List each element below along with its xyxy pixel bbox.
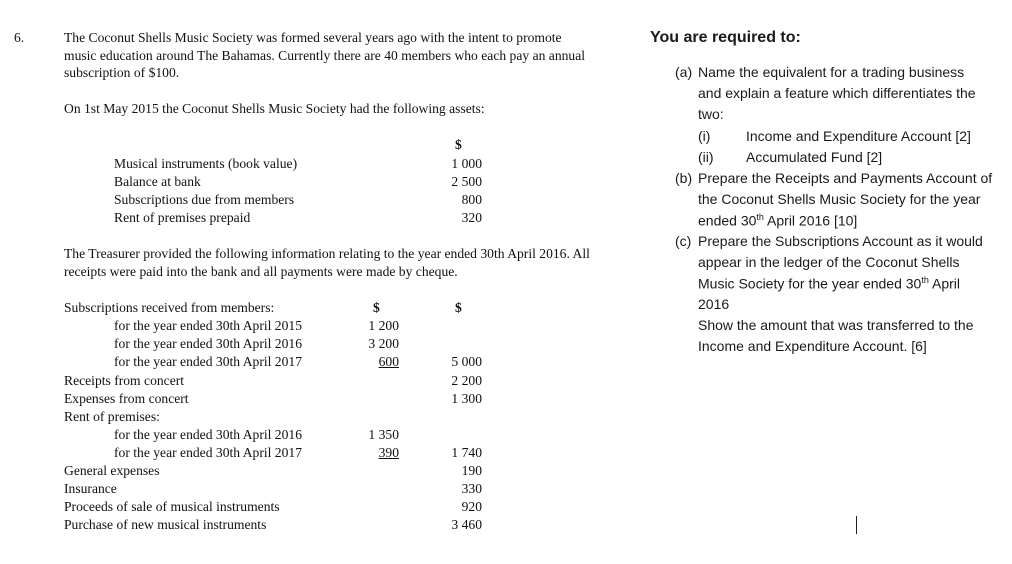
other-item-value: 3 460 bbox=[451, 517, 482, 532]
concert-expenses-value: 1 300 bbox=[451, 391, 482, 406]
part-c-line: appear in the ledger of the Coconut Shells bbox=[698, 254, 960, 270]
subscriptions-label: Subscriptions received from members: bbox=[64, 300, 275, 315]
rent-item-value: 390 bbox=[378, 445, 399, 460]
info-currency-header-1: $ bbox=[373, 300, 380, 315]
question-number: 6. bbox=[14, 30, 25, 45]
part-a-line: and explain a feature which differentiates the bbox=[698, 85, 976, 101]
part-b-line-last: ended 30th April 2016 [10] bbox=[698, 212, 858, 229]
part-b-sup: th bbox=[756, 212, 764, 222]
concert-receipts-label: Receipts from concert bbox=[64, 373, 185, 388]
asset-label: Rent of premises prepaid bbox=[114, 210, 251, 225]
text-cursor bbox=[856, 516, 857, 534]
assets-heading: On 1st May 2015 the Coconut Shells Music Society had the following assets: bbox=[64, 101, 485, 116]
part-c-marker: (c) bbox=[675, 233, 692, 249]
asset-value: 800 bbox=[461, 192, 482, 207]
treasurer-line: receipts were paid into the bank and all payments were made by cheque. bbox=[64, 264, 458, 279]
other-item-label: Insurance bbox=[64, 481, 117, 496]
concert-receipts-value: 2 200 bbox=[451, 373, 482, 388]
part-c-extra-line: Show the amount that was transferred to the bbox=[698, 317, 974, 333]
sub-item-label: for the year ended 30th April 2016 bbox=[114, 336, 302, 351]
sub-item-label: for the year ended 30th April 2015 bbox=[114, 318, 302, 333]
part-c-line: Prepare the Subscriptions Account as it would bbox=[698, 233, 983, 249]
part-a-marker: (a) bbox=[675, 64, 693, 80]
part-b-line: the Coconut Shells Music Society for the year bbox=[698, 191, 981, 207]
part-b-marker: (b) bbox=[675, 170, 693, 186]
other-item-label: Proceeds of sale of musical instruments bbox=[64, 499, 280, 514]
intro-line: music education around The Bahamas. Currently there are 40 members who each pay an annual bbox=[64, 48, 586, 63]
part-a-i-marker: (i) bbox=[698, 128, 711, 144]
sub-item-value: 3 200 bbox=[368, 336, 399, 351]
sub-item-label: for the year ended 30th April 2017 bbox=[114, 354, 302, 369]
concert-expenses-label: Expenses from concert bbox=[64, 391, 189, 406]
intro-line: subscription of $100. bbox=[64, 65, 180, 80]
requirements-heading: You are required to: bbox=[650, 29, 801, 46]
other-item-label: Purchase of new musical instruments bbox=[64, 517, 267, 532]
part-c-line-sup: Music Society for the year ended 30th April bbox=[698, 275, 960, 292]
part-a-line: two: bbox=[698, 106, 724, 122]
asset-value: 1 000 bbox=[451, 156, 482, 171]
other-item-value: 920 bbox=[461, 499, 482, 514]
part-a-ii-text: Accumulated Fund [2] bbox=[746, 149, 883, 165]
assets-currency-header: $ bbox=[455, 137, 462, 152]
other-item-value: 330 bbox=[461, 481, 482, 496]
asset-label: Subscriptions due from members bbox=[114, 192, 295, 207]
part-a-line: Name the equivalent for a trading business bbox=[698, 64, 965, 80]
treasurer-line: The Treasurer provided the following information relating to the year ended 30th April 2016. All bbox=[64, 246, 590, 261]
intro-line: The Coconut Shells Music Society was formed several years ago with the intent to promote bbox=[64, 30, 562, 45]
part-c-extra-line: Income and Expenditure Account. [6] bbox=[698, 338, 927, 354]
sub-item-value: 600 bbox=[378, 354, 399, 369]
asset-label: Balance at bank bbox=[114, 174, 201, 189]
asset-value: 2 500 bbox=[451, 174, 482, 189]
part-a-i-text: Income and Expenditure Account [2] bbox=[746, 128, 971, 144]
other-item-label: General expenses bbox=[64, 463, 160, 478]
rent-item-label: for the year ended 30th April 2017 bbox=[114, 445, 302, 460]
asset-value: 320 bbox=[461, 210, 482, 225]
rent-item-value: 1 350 bbox=[368, 427, 399, 442]
sub-item-value: 1 200 bbox=[368, 318, 399, 333]
rent-label: Rent of premises: bbox=[64, 409, 160, 424]
other-item-value: 190 bbox=[461, 463, 482, 478]
part-b-line: Prepare the Receipts and Payments Account of bbox=[698, 170, 993, 186]
part-c-sup: th bbox=[921, 275, 929, 285]
rent-item-label: for the year ended 30th April 2016 bbox=[114, 427, 302, 442]
info-currency-header-2: $ bbox=[455, 300, 462, 315]
rent-total: 1 740 bbox=[451, 445, 482, 460]
subscriptions-total: 5 000 bbox=[451, 354, 482, 369]
asset-label: Musical instruments (book value) bbox=[114, 156, 298, 171]
part-c-year: 2016 bbox=[698, 296, 730, 312]
part-a-ii-marker: (ii) bbox=[698, 149, 714, 165]
